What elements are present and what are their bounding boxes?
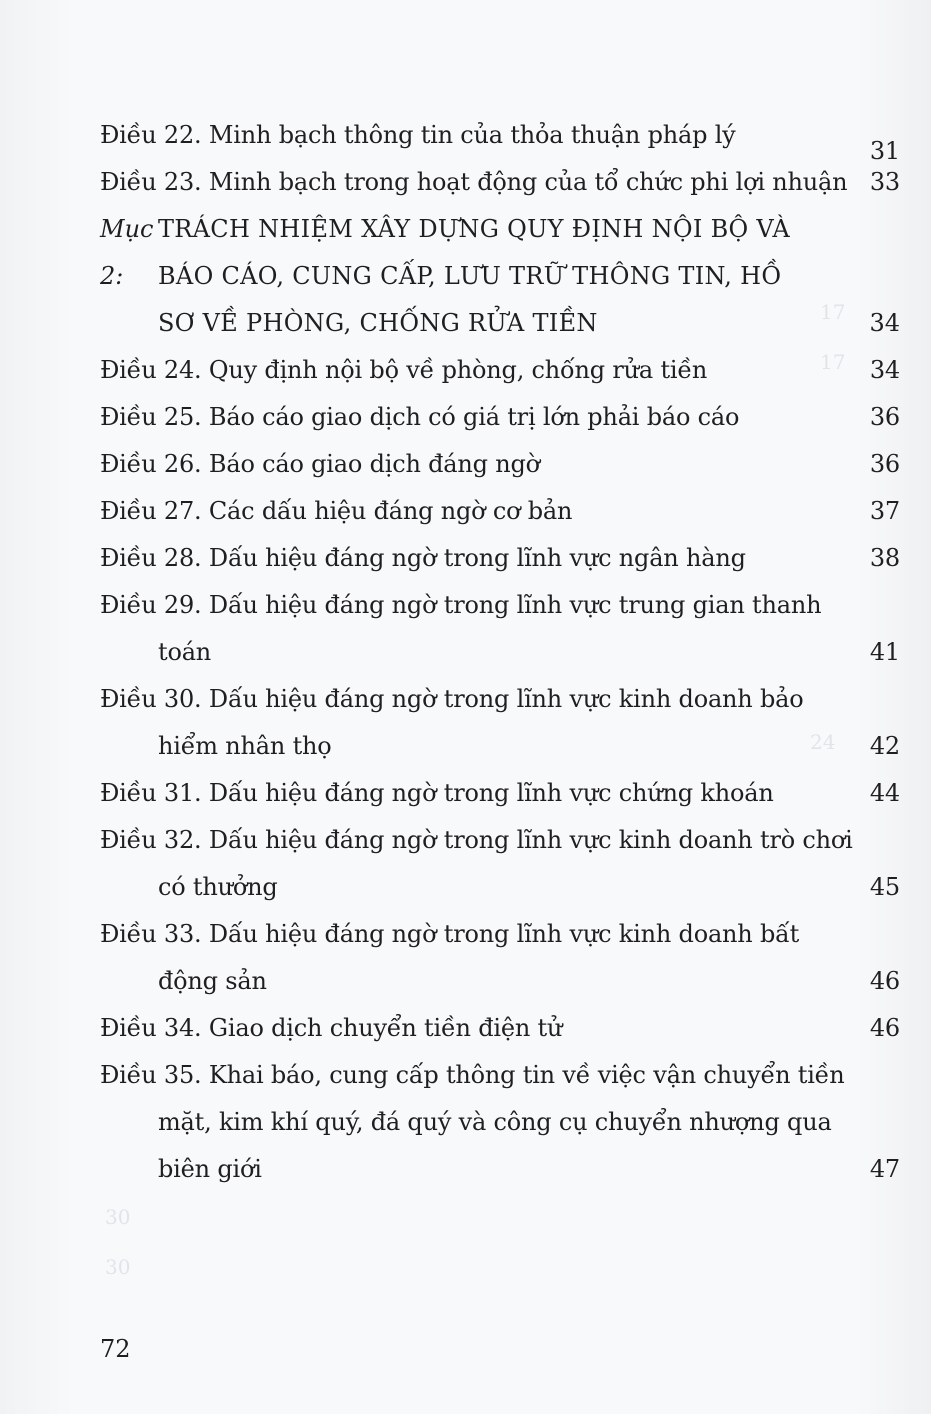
toc-entry-title: Điều 32. Dấu hiệu đáng ngờ trong lĩnh vực kinh doanh trò chơi có thưởng [100,826,853,901]
toc-entry[interactable] [100,676,900,770]
toc-entry-title: Điều 30. Dấu hiệu đáng ngờ trong lĩnh vực kinh doanh bảo hiểm nhân thọ [100,685,804,760]
toc-entry-title: Điều 31. Dấu hiệu đáng ngờ trong lĩnh vực chứng khoán [100,779,774,807]
section-heading[interactable] [100,206,900,347]
toc-entry-title: Điều 23. Minh bạch trong hoạt động của tổ chức phi lợi nhuận [100,168,848,196]
toc-entry-page: 41 [869,638,900,666]
bleed-through-decoration: 17 [820,350,846,374]
toc-entry-title: Điều 24. Quy định nội bộ về phòng, chống rửa tiền [100,356,708,384]
toc-entry-title: Điều 28. Dấu hiệu đáng ngờ trong lĩnh vực ngân hàng [100,544,746,572]
toc-entry-page: 46 [869,1014,900,1042]
toc-entry-page: 42 [869,732,900,760]
toc-entry-page: 36 [869,403,900,431]
toc-entry[interactable] [100,488,900,535]
bleed-through-decoration: 24 [810,730,836,754]
toc-entry[interactable] [100,535,900,582]
toc-entry[interactable] [100,817,900,911]
bleed-through-decoration: 17 [820,300,846,324]
toc-entry-title: Điều 29. Dấu hiệu đáng ngờ trong lĩnh vực trung gian thanh toán [100,591,822,666]
toc-entry-title: Điều 34. Giao dịch chuyển tiền điện tử [100,1014,563,1042]
toc-entry[interactable] [100,911,900,1005]
toc-entry-page: 37 [869,497,900,525]
bleed-through-decoration: 30 [105,1205,131,1229]
toc-entry-title: Điều 35. Khai báo, cung cấp thông tin về việc vận chuyển tiền mặt, kim khí quý, đá quý và công cụ chuyển nhượng qua biên giới [100,1061,845,1183]
toc-entry-title: Điều 33. Dấu hiệu đáng ngờ trong lĩnh vực kinh doanh bất động sản [100,920,800,995]
toc-entry-page: 38 [869,544,900,572]
section-label: Mục 2: [100,215,154,290]
toc-entry-page: 34 [869,356,900,384]
page-number: 72 [100,1335,131,1363]
toc-entry[interactable] [100,770,900,817]
toc-entry[interactable] [100,441,900,488]
toc-entry-page: 47 [869,1155,900,1183]
toc-entry[interactable] [100,347,900,394]
toc-entry-title: Điều 22. Minh bạch thông tin của thỏa thuận pháp lý [100,121,736,149]
toc-entry-page: 44 [869,779,900,807]
toc-entry[interactable] [100,1052,900,1193]
toc-entry-page: 46 [869,967,900,995]
section-page: 34 [869,309,900,337]
toc-entry-page: 36 [869,450,900,478]
toc-entry-page: 31 [869,137,900,165]
toc-entry-title: Điều 25. Báo cáo giao dịch có giá trị lớn phải báo cáo [100,403,740,431]
toc-entry-title: Điều 27. Các dấu hiệu đáng ngờ cơ bản [100,497,573,525]
table-of-contents [100,112,900,1193]
toc-entry-title: Điều 26. Báo cáo giao dịch đáng ngờ [100,450,540,478]
toc-entry-page: 45 [869,873,900,901]
toc-entry[interactable] [100,112,900,165]
toc-entry[interactable] [100,582,900,676]
toc-entry[interactable] [100,1005,900,1052]
toc-entry-page: 33 [869,168,900,196]
toc-entry[interactable] [100,159,900,206]
bleed-through-decoration: 30 [105,1255,131,1279]
toc-entry[interactable] [100,394,900,441]
section-title: TRÁCH NHIỆM XÂY DỰNG QUY ĐỊNH NỘI BỘ VÀ BÁO CÁO, CUNG CẤP, LƯU TRỮ THÔNG TIN, HỒ SƠ VỀ PHÒNG, CHỐNG RỬA TIỀN [158,215,791,337]
